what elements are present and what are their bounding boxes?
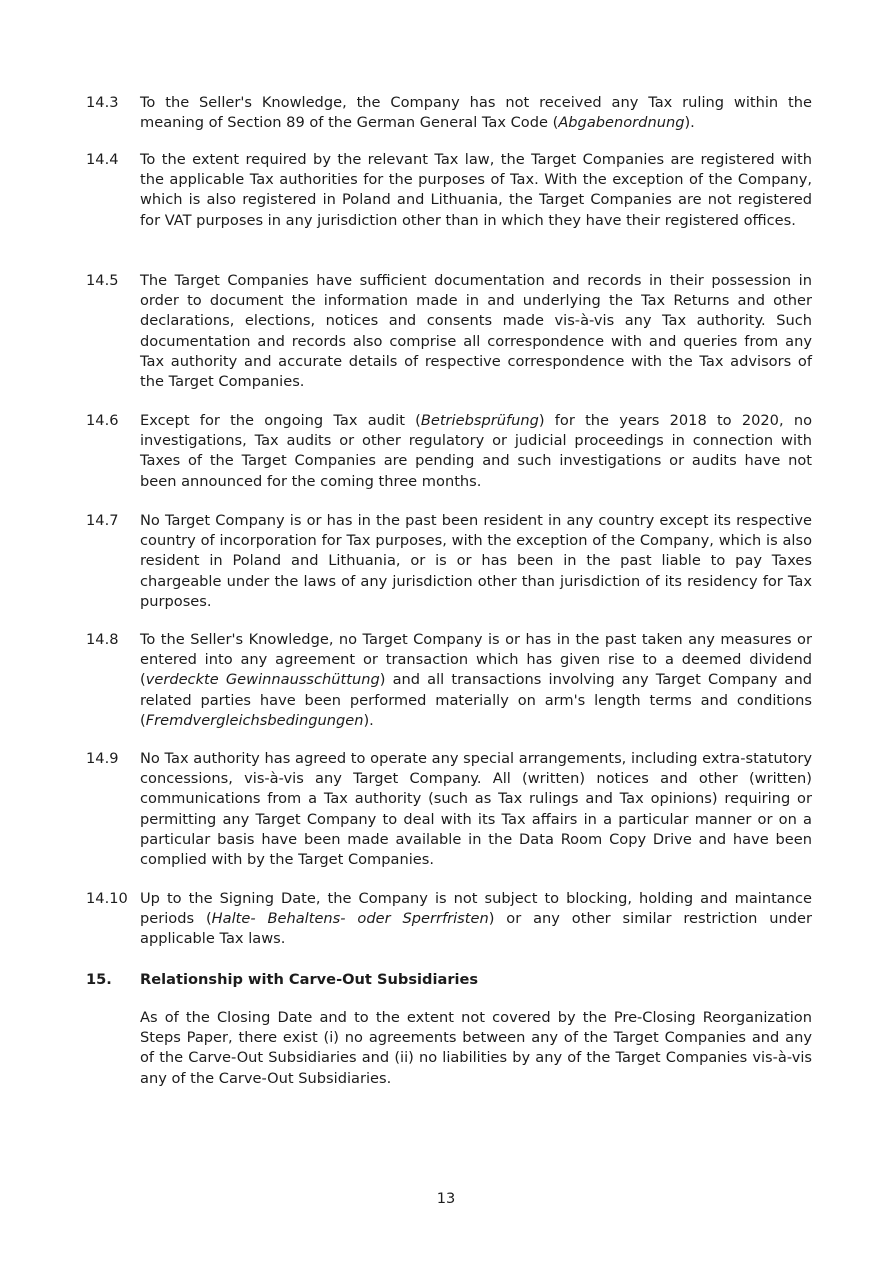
clause-14-5	[86, 271, 812, 392]
section-heading	[86, 970, 812, 990]
clause-14-10	[86, 889, 812, 950]
clause-text: No Target Company is or has in the past been resident in any country except its respective country of incorporation for Tax purposes, with the exception of the Company, which is also resident in Poland and Lithuania, or is or has been in the past liable to pay Taxes chargeable under the laws of any jurisdiction other than jurisdiction of its residency for Tax purposes.	[140, 512, 812, 610]
clause-text: The Target Companies have sufficient documentation and records in their possession in order to document the information made in and underlying the Tax Returns and other declarations, elections, notices and consents made vis-à-vis any Tax authority. Such documentation and records also comprise all correspondence with and queries from any Tax authority and accurate details of respective correspondence with the Tax advisors of the Target Companies.	[140, 272, 812, 391]
section-title: Relationship with Carve-Out Subsidiaries	[140, 971, 479, 988]
clause-text: Up to the Signing Date, the Company is not subject to blocking, holding and maintance periods (Halte- Behaltens- oder Sperrfristen) or any other similar restriction under applicable Tax laws.	[140, 890, 812, 948]
section-number: 15.	[86, 971, 112, 988]
clause-14-8	[86, 630, 812, 731]
clause-text: No Tax authority has agreed to operate any special arrangements, including extra-statutory concessions, vis-à-vis any Target Company. All (written) notices and other (written) communications from a Tax authority (such as Tax rulings and Tax opinions) requiring or permitting any Target Company to deal with its Tax affairs in a particular manner or on a particular basis have been made available in the Data Room Copy Drive and have been complied with by the Target Companies.	[140, 750, 812, 869]
clause-number: 14.5	[86, 272, 119, 289]
clause-text: To the extent required by the relevant Tax law, the Target Companies are registered with the applicable Tax authorities for the purposes of Tax. With the exception of the Company, which is also registered in Poland and Lithuania, the Target Companies are not registered for VAT purposes in any jurisdiction other than in which they have their registered offices.	[140, 151, 812, 229]
clause-number: 14.7	[86, 512, 119, 529]
clause-number: 14.10	[86, 890, 128, 907]
section-body-text: As of the Closing Date and to the extent not covered by the Pre-Closing Reorganization Steps Paper, there exist (i) no agreements between any of the Target Companies and any of the Carve-Out Subsidiaries and (ii) no liabilities by any of the Target Companies vis-à-vis any of the Carve-Out Subsidiaries.	[140, 1009, 812, 1087]
clause-number: 14.6	[86, 412, 119, 429]
clause-number: 14.8	[86, 631, 119, 648]
clause-14-9	[86, 749, 812, 870]
clause-number: 14.3	[86, 94, 119, 111]
page-number: 13	[436, 1190, 456, 1207]
clause-14-4	[86, 150, 812, 231]
clause-14-7	[86, 511, 812, 612]
clause-text: To the Seller's Knowledge, the Company has not received any Tax ruling within the meaning of Section 89 of the German General Tax Code (Abgabenordnung).	[140, 94, 812, 132]
clause-number: 14.4	[86, 151, 119, 168]
clause-text: Except for the ongoing Tax audit (Betriebsprüfung) for the years 2018 to 2020, no investigations, Tax audits or other regulatory or judicial proceedings in connection with Taxes of the Target Companies are pending and such investigations or audits have not been announced for the coming three months.	[140, 412, 812, 490]
clause-14-3	[86, 93, 812, 133]
section-15-body	[86, 1008, 812, 1089]
clause-text: To the Seller's Knowledge, no Target Company is or has in the past taken any measures or entered into any agreement or transaction which has given rise to a deemed dividend (verdeckte Gewinnausschüttung) and all transactions involving any Target Company and related parties have been performed materially on arm's length terms and conditions (Fremdvergleichsbedingungen).	[140, 631, 812, 729]
clause-14-6	[86, 411, 812, 492]
clause-number: 14.9	[86, 750, 119, 767]
